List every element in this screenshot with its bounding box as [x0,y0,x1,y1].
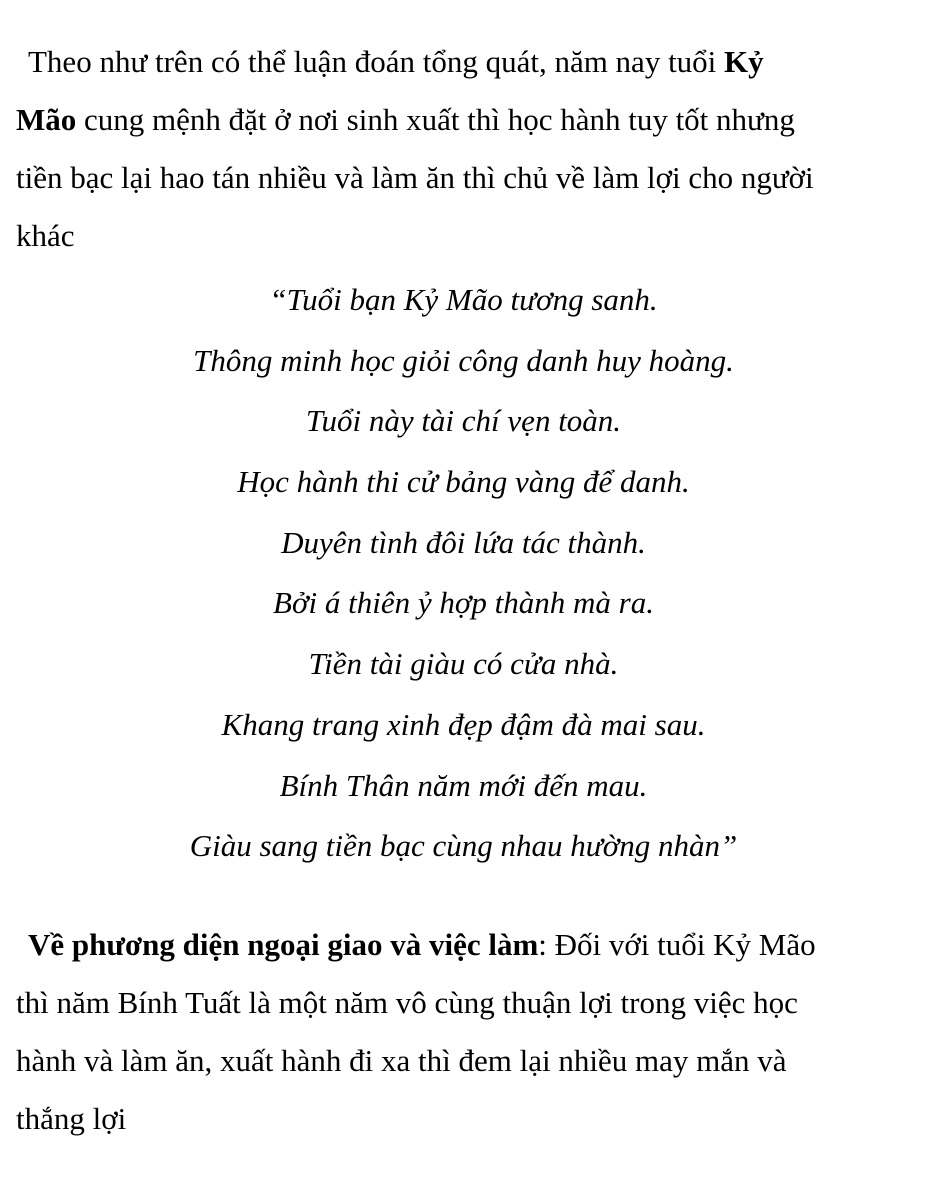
career-line-3: hành và làm ăn, xuất hành đi xa thì đem lại nhiều may mắn và [16,1043,787,1078]
career-line-1 [16,916,916,974]
intro-line-1 [16,33,916,91]
intro-line-2-text: cung mệnh đặt ở nơi sinh xuất thì học hành tuy tốt nhưng [76,102,795,137]
intro-line-2 [16,91,916,149]
poem-line: “Tuổi bạn Kỷ Mão tương sanh. [269,282,658,317]
poem-line: Tiền tài giàu có cửa nhà. [308,646,619,682]
poem-line: Học hành thi cử bảng vàng để danh. [237,464,690,500]
intro-bold-mao: Mão [16,102,77,137]
intro-paragraph [16,33,916,265]
poem-line: Tuổi này tài chí vẹn toàn. [305,403,622,439]
poem-line: Bởi á thiên ỷ hợp thành mà ra. [273,585,654,621]
poem-line: Duyên tình đôi lứa tác thành. [281,524,646,560]
career-heading: Về phương diện ngoại giao và việc làm [28,927,539,962]
poem-line: Giàu sang tiền bạc cùng nhau hường nhàn” [189,828,738,864]
intro-bold-ky: Kỷ [724,44,764,79]
career-paragraph [16,916,916,1148]
intro-line-4: khác [16,218,75,253]
career-line-4: thắng lợi [16,1101,127,1136]
poem-verse [0,270,927,877]
poem-line: Khang trang xinh đẹp đậm đà mai sau. [221,706,706,742]
career-line-2: thì năm Bính Tuất là một năm vô cùng thuận lợi trong việc học [16,985,798,1020]
poem-line: Bính Thân năm mới đến mau. [279,767,648,803]
intro-line-1-text: Theo như trên có thể luận đoán tổng quát, năm nay tuổi [28,44,725,79]
career-line-1-text: : Đối với tuổi Kỷ Mão [538,927,816,962]
intro-line-3: tiền bạc lại hao tán nhiều và làm ăn thì chủ về làm lợi cho người [16,160,814,195]
poem-line: Thông minh học giỏi công danh huy hoàng. [193,342,734,378]
